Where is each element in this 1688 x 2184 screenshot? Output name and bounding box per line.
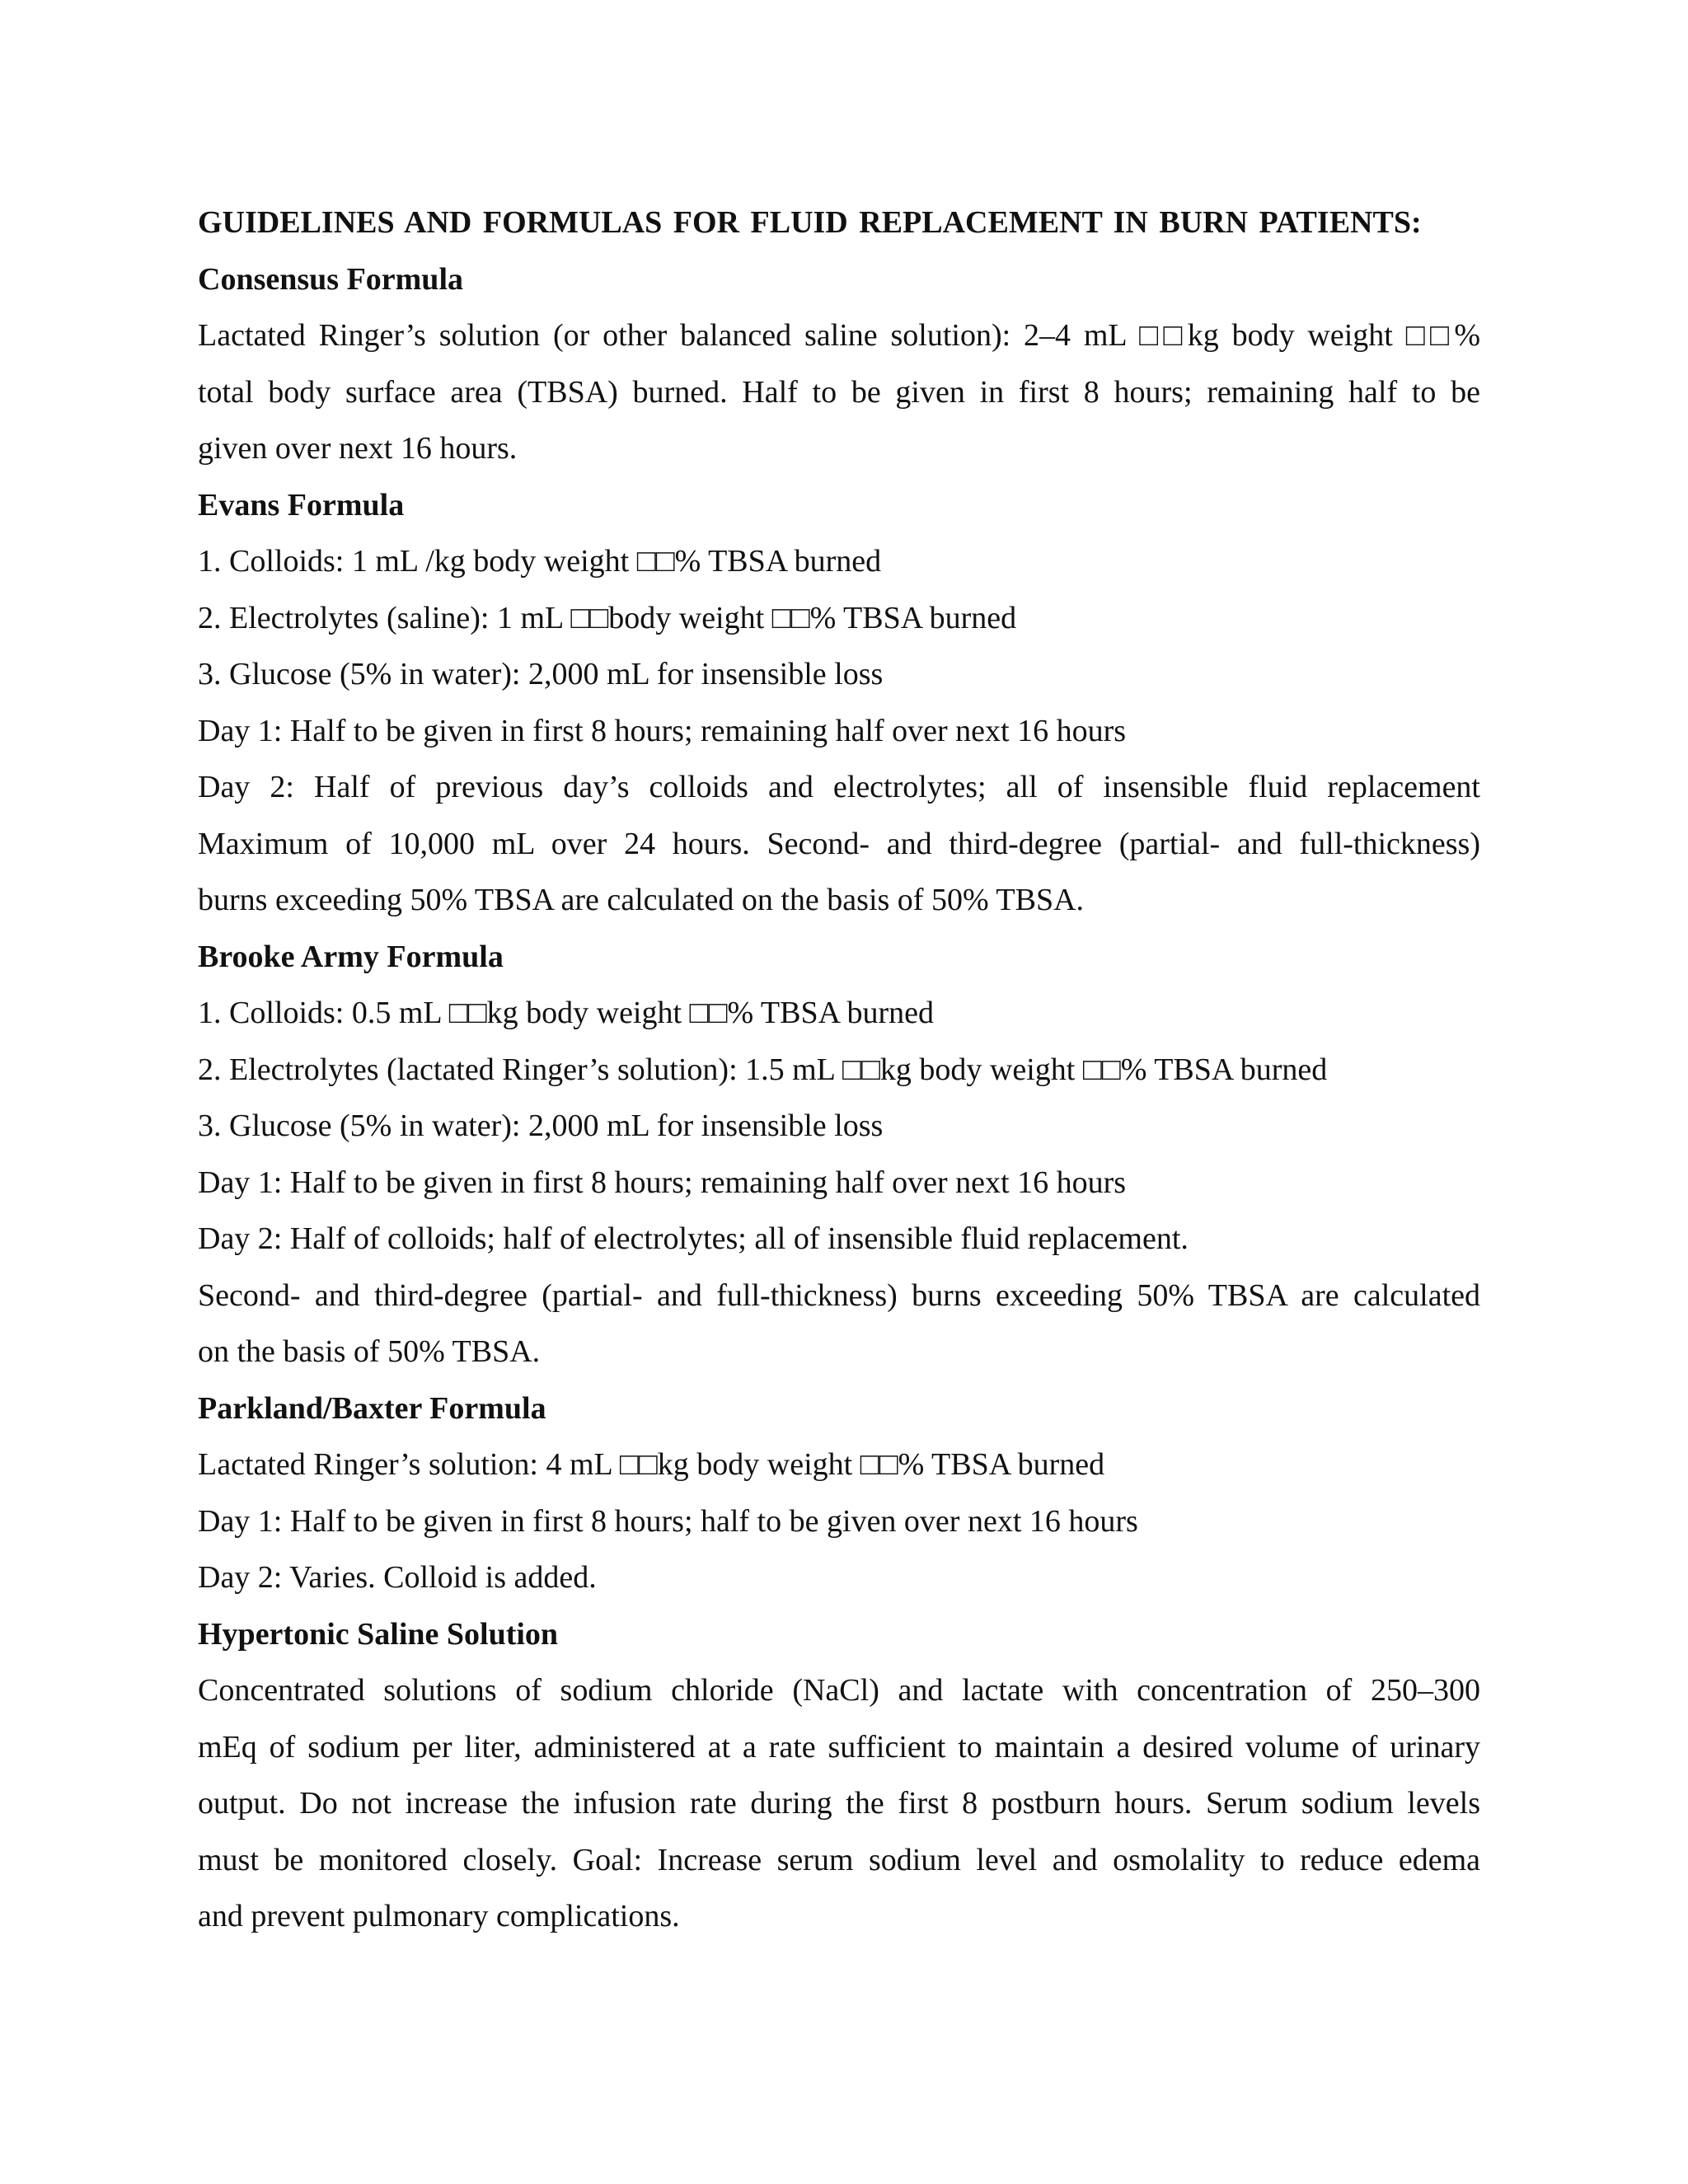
section-heading-brooke-army: Brooke Army Formula	[198, 939, 504, 974]
text-line: and prevent pulmonary complications.	[198, 1899, 680, 1933]
text-line: total body surface area (TBSA) burned. Half to be given in first 8 hours; remaining half to be	[198, 374, 1480, 410]
text-line: Day 2: Half of previous day’s colloids and electrolytes; all of insensible fluid replacement	[198, 770, 1480, 804]
text-line: must be monitored closely. Goal: Increase serum sodium level and osmolality to reduce edema	[198, 1842, 1480, 1877]
text-line: Day 1: Half to be given in first 8 hours; remaining half over next 16 hours	[198, 1165, 1127, 1200]
text-line: on the basis of 50% TBSA.	[198, 1334, 541, 1369]
text-line: Day 1: Half to be given in first 8 hours; remaining half over next 16 hours	[198, 713, 1127, 748]
text-line: Lactated Ringer’s solution: 4 mL □□kg body weight □□% TBSA burned	[198, 1447, 1105, 1482]
text-line: 2. Electrolytes (lactated Ringer’s solution): 1.5 mL □□kg body weight □□% TBSA burned	[198, 1052, 1328, 1087]
text-line: Day 2: Half of colloids; half of electrolytes; all of insensible fluid replacement.	[198, 1221, 1189, 1256]
text-line: given over next 16 hours.	[198, 431, 518, 466]
text-line: 1. Colloids: 1 mL /kg body weight □□% TBSA burned	[198, 544, 882, 579]
text-line: 2. Electrolytes (saline): 1 mL □□body weight □□% TBSA burned	[198, 600, 1017, 635]
text-line: Lactated Ringer’s solution (or other balanced saline solution): 2–4 mL □□kg body weight □□%	[198, 318, 1480, 353]
text-line: Day 1: Half to be given in first 8 hours; half to be given over next 16 hours	[198, 1503, 1138, 1539]
page-title: GUIDELINES AND FORMULAS FOR FLUID REPLACEMENT IN BURN PATIENTS:	[198, 205, 1422, 240]
text-line: burns exceeding 50% TBSA are calculated on the basis of 50% TBSA.	[198, 883, 1085, 917]
text-line: 3. Glucose (5% in water): 2,000 mL for insensible loss	[198, 657, 884, 691]
text-line: Second- and third-degree (partial- and full-thickness) burns exceeding 50% TBSA are calculated	[198, 1277, 1480, 1313]
text-line: 1. Colloids: 0.5 mL □□kg body weight □□% TBSA burned	[198, 996, 934, 1030]
text-line: Day 2: Varies. Colloid is added.	[198, 1560, 597, 1595]
text-line: mEq of sodium per liter, administered at a rate sufficient to maintain a desired volume of urinary	[198, 1729, 1480, 1765]
section-heading-parkland-baxter: Parkland/Baxter Formula	[198, 1390, 546, 1426]
text-line: 3. Glucose (5% in water): 2,000 mL for insensible loss	[198, 1108, 884, 1143]
section-heading-consensus: Consensus Formula	[198, 261, 463, 297]
text-line: Maximum of 10,000 mL over 24 hours. Second- and third-degree (partial- and full-thickness)	[198, 826, 1480, 861]
section-heading-evans: Evans Formula	[198, 487, 405, 523]
text-line: Concentrated solutions of sodium chloride (NaCl) and lactate with concentration of 250–300	[198, 1673, 1480, 1708]
text-line: output. Do not increase the infusion rate during the first 8 postburn hours. Serum sodium levels	[198, 1786, 1480, 1821]
section-heading-hypertonic-saline: Hypertonic Saline Solution	[198, 1616, 559, 1652]
document-page	[198, 194, 1480, 1945]
